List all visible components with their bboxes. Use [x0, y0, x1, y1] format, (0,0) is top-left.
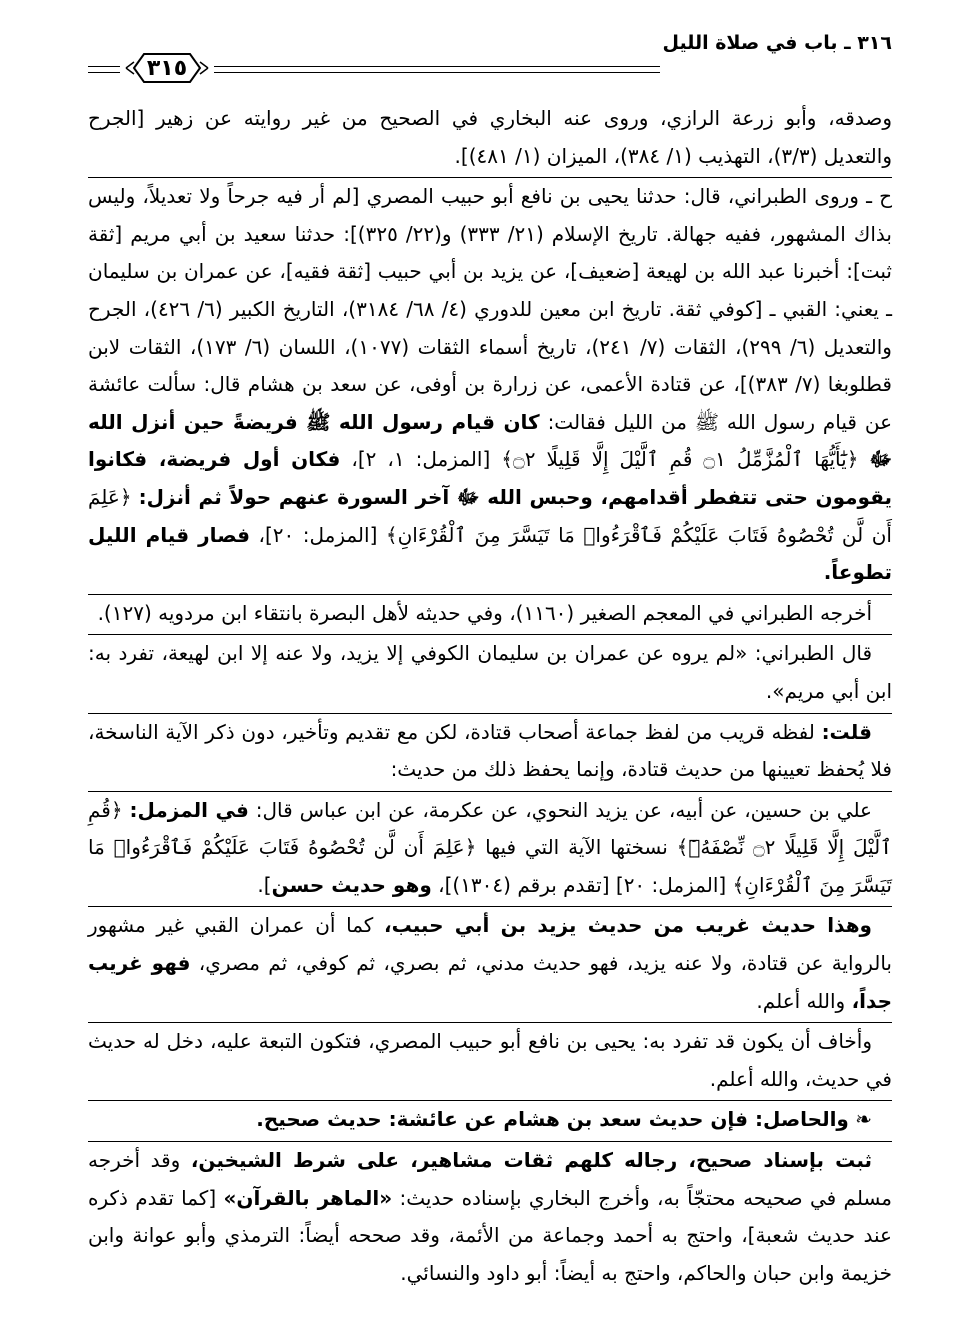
text-run: ]. [257, 872, 272, 897]
paragraph [88, 792, 892, 905]
paragraph [88, 1023, 892, 1098]
page-number-ornament [124, 50, 210, 86]
text-run: وقد أخرجه مسلم في صحيحه محتجّاً به، وأخرج البخاري بإسناده حديث: [88, 1148, 892, 1210]
bold-text: والحاصل: فإن حديث سعد بن هشام عن عائشة: حديث صحيح. [256, 1107, 849, 1132]
bold-text: فكان أول فريضة، فكانوا يقومون حتى تتفطر أقدامهم، وحبس الله ﷻ آخر السورة عنهم حولاً ثم أنزل: [88, 447, 892, 509]
text-run: والله أعلم. [756, 988, 852, 1013]
bold-text: ثبت بإسناد صحيح، رجاله كلهم ثقات مشاهير، على شرط الشيخين، [190, 1148, 872, 1173]
bold-text: فهو غريب جداً، [88, 951, 892, 1013]
page-body [88, 100, 892, 1292]
text-run: وأخاف أن يكون قد تفرد به: يحيى بن نافع أبو حبيب المصري، فتكون التبعة عليه، دخل له حديث في حديث، والله أعلم. [88, 1029, 892, 1091]
paragraph [88, 1142, 892, 1292]
bold-text: فصار قيام الليل تطوعاً. [88, 522, 892, 585]
page-number: ٣١٥ [146, 55, 188, 81]
header-rule [214, 72, 660, 73]
bold-text: «الماهر بالقرآن» [223, 1185, 393, 1210]
text-run: لفظه قريب من لفظ جماعة أصحاب قتادة، لكن مع تقديم وتأخير، دون ذكر الآية الناسخة، فلا يُحفظ تعيينها من حديث قتادة، وإنما يحفظ ذلك من حديث: [88, 719, 892, 782]
paragraph [88, 595, 892, 633]
bold-text: وهو حديث حسن [271, 872, 432, 897]
text-run: وصدقه، وأبو زرعة الرازي، وروى عنه البخاري في الصحيح من غير روايته عن زهير [الجرح والتعديل (٣/٣)، التهذيب (١/ ٣٨٤)، الميزان (١/ ٤٨١)]. [88, 106, 892, 168]
paragraph [88, 178, 892, 592]
header-rule [214, 66, 660, 67]
running-title: ٣١٦ ـ باب في صلاة الليل [662, 32, 892, 54]
page-header [88, 22, 892, 81]
header-rule [88, 72, 120, 73]
bold-text: قلت: [821, 719, 872, 744]
text-run: ❧ [848, 1107, 872, 1132]
header-rule [88, 66, 120, 67]
bold-text: وهذا حديث غريب من حديث يزيد بن أبي حبيب، [383, 913, 872, 938]
text-run: قال الطبراني: «لم يروه عن عمران بن سليمان الكوفي إلا يزيد، ولا عنه إلا ابن لهيعة، تفرد به: ابن أبي مريم». [88, 641, 892, 703]
paragraph [88, 1101, 892, 1139]
text-run: كما أن عمران القبي غير مشهور بالرواية عن قتادة، ولا عنه يزيد، فهو حديث مدني، ثم بصري، ثم كوفي، ثم مصري، [88, 913, 892, 976]
text-run: ﴿قُمِ ٱلَّيْلَ إِلَّا قَلِيلًا ۝٢ نِّصْفَهُۥٓ﴾ نسختها الآية التي فيها ﴿عَلِمَ أَن لَّن تُحْصُوهُ فَتَابَ عَلَيْكُمْ فَٱقْرَءُوا۟ مَا تَيَسَّرَ مِنَ ٱلْقُرْءَانِ﴾ [المزمل: ٢٠] [تقدم برقم (١٣٠٤)]، [88, 797, 892, 897]
bold-text: كان قيام رسول الله ﷺ فريضةً حين أنزل الله ﷻ [88, 409, 892, 472]
text-run: ﴿يَٰٓأَيُّهَا ٱلْمُزَّمِّلُ ۝١ قُمِ ٱلَّيْلَ إِلَّا قَلِيلًا ۝٢﴾ [المزمل: ١، ٢]، [340, 447, 870, 472]
text-run: علي بن حسين، عن أبيه، عن يزيد النحوي، عن عكرمة، عن ابن عباس قال: [248, 797, 872, 822]
text-run: ﴿عَلِمَ أَن لَّن تُحْصُوهُ فَتَابَ عَلَيْكُمْ فَٱقْرَءُوا۟ مَا تَيَسَّرَ مِنَ ٱلْقُرْءَانِ﴾ [المزمل: ٢٠]، [88, 484, 892, 547]
paragraph [88, 635, 892, 710]
text-run: ح ـ وروى الطبراني، قال: حدثنا يحيى بن نافع أبو حبيب المصري [لم أر فيه جرحاً ولا تعديلاً، وليس بذاك المشهور، ففيه جهالة. تاريخ الإسلام (٢١/ ٣٣٣) و(٢٢/ ٣٢٥)]: حدثنا سعيد بن أبي مريم [ثقة ثبت]: أخبرنا عبد الله بن لهيعة [ضعيف]، عن يزيد بن أبي حبيب [ثقة فقيه]، عن عمران بن سليمان ـ يعني: القبي ـ [كوفي ثقة. تاريخ ابن معين للدوري (٤/ ٦٨/ ٣١٨٤)، التاريخ الكبير (٦/ ٤٢٦)، الجرح والتعديل (٦/ ٢٩٩)، الثقات (٧/ ٢٤١)، تاريخ أسماء الثقات (١٠٧٧)، اللسان (٦/ ١٧٣)، الثقات لابن قطلوبغا (٧/ ٣٨٣)]، عن قتادة الأعمى، عن زرارة بن أوفى، عن سعد بن هشام قال: سألت عائشة عن قيام رسول الله ﷺ من الليل فقالت: [88, 184, 893, 434]
bold-text: في المزمل: [129, 797, 249, 822]
paragraph [88, 100, 892, 175]
text-run: [كما تقدم ذكره عند حديث شعبة]، واحتج به أحمد وجماعة من الأئمة، وقد صححه أيضاً: الترمذي وأبو عوانة وابن خزيمة وابن حبان والحاكم، واحتج به أيضاً: أبو داود والنسائي. [88, 1185, 892, 1285]
text-run: أخرجه الطبراني في المعجم الصغير (١١٦٠)، وفي حديثه لأهل البصرة بانتقاء ابن مردويه (١٢٧). [97, 600, 872, 625]
paragraph [88, 714, 892, 789]
paragraph [88, 907, 892, 1020]
